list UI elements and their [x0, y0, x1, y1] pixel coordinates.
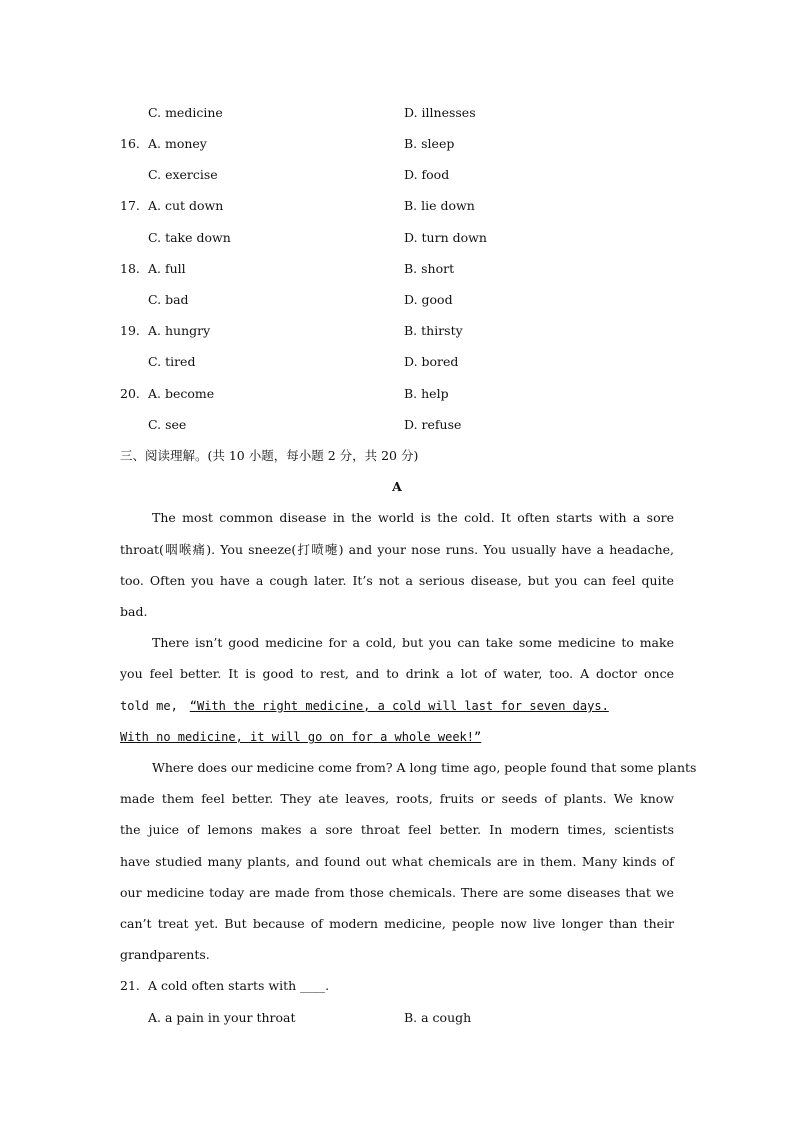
option-left: A. cut down — [148, 198, 224, 213]
option-right: D. good — [404, 292, 453, 307]
option-right: D. turn down — [404, 230, 487, 245]
quote-line — [120, 696, 674, 716]
option-left: C. take down — [148, 230, 231, 245]
option-right: D. bored — [404, 354, 459, 369]
option-right: D. illnesses — [404, 105, 476, 120]
option-right: D. refuse — [404, 417, 462, 432]
paragraph-line: Where does our medicine come from? A long time ago, people found that some plants — [152, 760, 697, 775]
section-title: 三、阅读理解。(共 10 小题，每小题 2 分，共 20 分) — [120, 448, 419, 463]
option-left: C. exercise — [148, 167, 218, 182]
question-number: 17. — [120, 198, 140, 213]
paragraph-line: can’t treat yet. But because of modern medicine, people now live longer than their — [120, 916, 674, 931]
option-right: B. thirsty — [404, 323, 463, 338]
option-right: B. sleep — [404, 136, 455, 151]
paragraph-line: throat(咽喉痛). You sneeze(打喷嚏) and your nose runs. You usually have a headache, — [120, 542, 674, 557]
option-left: C. bad — [148, 292, 189, 307]
option-right: B. a cough — [404, 1010, 472, 1025]
question-number: 20. — [120, 386, 140, 401]
quote-line — [120, 727, 481, 747]
paragraph-line: have studied many plants, and found out what chemicals are in them. Many kinds of — [120, 854, 674, 869]
option-right: D. food — [404, 167, 450, 182]
question-number: 18. — [120, 261, 140, 276]
paragraph-line: our medicine today are made from those chemicals. There are some diseases that we — [120, 885, 674, 900]
option-left: C. tired — [148, 354, 196, 369]
option-left: C. medicine — [148, 105, 223, 120]
paragraph-line: you feel better. It is good to rest, and to drink a lot of water, too. A doctor once — [120, 666, 674, 681]
option-left: A. a pain in your throat — [148, 1010, 296, 1025]
question-number: 19. — [120, 323, 140, 338]
option-left: A. money — [148, 136, 207, 151]
question-text: A cold often starts with ____. — [148, 978, 330, 993]
question-number: 16. — [120, 136, 140, 151]
option-left: A. become — [148, 386, 215, 401]
option-right: B. help — [404, 386, 449, 401]
option-left: C. see — [148, 417, 187, 432]
paragraph-line: made them feel better. They ate leaves, roots, fruits or seeds of plants. We know — [120, 791, 674, 806]
underlined-quote: “With the right medicine, a cold will last for seven days. — [189, 699, 609, 713]
paragraph-line: the juice of lemons makes a sore throat feel better. In modern times, scientists — [120, 822, 674, 837]
paragraph-line: bad. — [120, 604, 148, 619]
paragraph-line: The most common disease in the world is the cold. It often starts with a sore — [152, 510, 674, 525]
question-number: 21. — [120, 978, 140, 993]
option-left: A. hungry — [148, 323, 211, 338]
option-right: B. short — [404, 261, 455, 276]
paragraph-line: too. Often you have a cough later. It’s not a serious disease, but you can feel quite — [120, 573, 674, 588]
told-me-text: told me, — [120, 699, 178, 713]
paragraph-line: grandparents. — [120, 947, 210, 962]
option-right: B. lie down — [404, 198, 475, 213]
option-left: A. full — [148, 261, 186, 276]
paragraph-line: There isn’t good medicine for a cold, but you can take some medicine to make — [152, 635, 674, 650]
underlined-quote: With no medicine, it will go on for a whole week!” — [120, 730, 482, 744]
passage-label: A — [392, 479, 402, 494]
